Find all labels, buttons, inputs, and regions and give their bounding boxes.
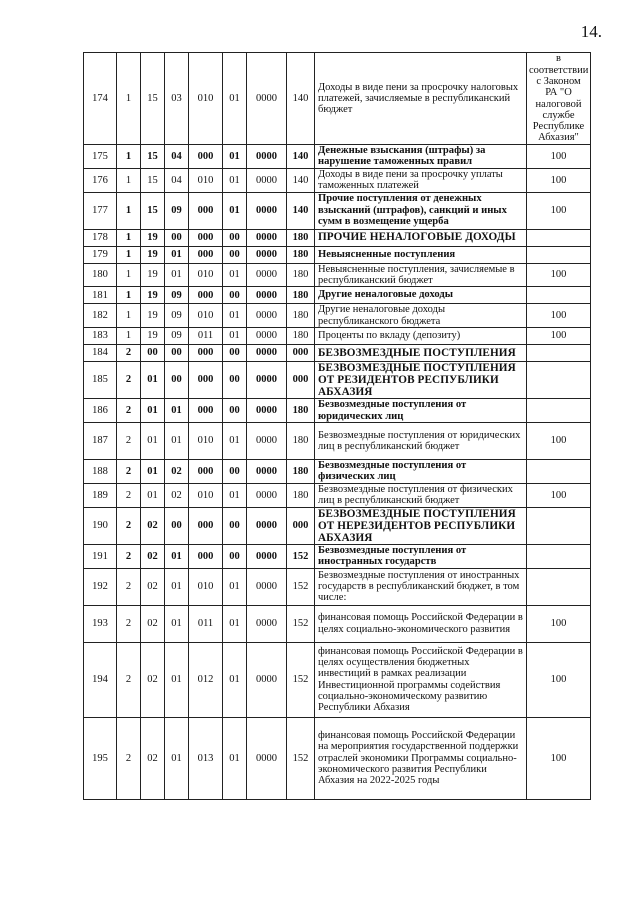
code-program: 0000 bbox=[247, 229, 287, 246]
table-row bbox=[84, 399, 591, 423]
code-element: 01 bbox=[223, 53, 247, 145]
code-group: 2 bbox=[117, 544, 141, 568]
code-economic: 180 bbox=[287, 327, 315, 344]
code-subgroup: 02 bbox=[141, 507, 165, 544]
table-row bbox=[84, 287, 591, 304]
row-number: 179 bbox=[84, 246, 117, 263]
code-subarticle: 010 bbox=[189, 53, 223, 145]
code-program: 0000 bbox=[247, 327, 287, 344]
row-amount bbox=[527, 344, 591, 361]
row-number: 178 bbox=[84, 229, 117, 246]
row-name: Доходы в виде пени за просрочку уплаты таможенных платежей bbox=[315, 168, 527, 192]
code-subarticle: 000 bbox=[189, 246, 223, 263]
code-subarticle: 000 bbox=[189, 544, 223, 568]
code-subarticle: 000 bbox=[189, 460, 223, 484]
code-group: 2 bbox=[117, 423, 141, 460]
table-row bbox=[84, 568, 591, 605]
page-number: 14. bbox=[580, 22, 602, 41]
code-article: 04 bbox=[165, 145, 189, 169]
table-row bbox=[84, 229, 591, 246]
code-program: 0000 bbox=[247, 145, 287, 169]
row-name: Невыясненные поступления bbox=[315, 246, 527, 263]
code-economic: 000 bbox=[287, 344, 315, 361]
table-row bbox=[84, 423, 591, 460]
code-element: 00 bbox=[223, 361, 247, 398]
table-row bbox=[84, 304, 591, 328]
code-economic: 180 bbox=[287, 287, 315, 304]
row-amount: 100 bbox=[527, 327, 591, 344]
code-economic: 180 bbox=[287, 460, 315, 484]
code-subarticle: 010 bbox=[189, 423, 223, 460]
code-article: 01 bbox=[165, 717, 189, 799]
code-economic: 180 bbox=[287, 304, 315, 328]
code-economic: 180 bbox=[287, 423, 315, 460]
row-number: 185 bbox=[84, 361, 117, 398]
code-subgroup: 19 bbox=[141, 287, 165, 304]
code-article: 01 bbox=[165, 544, 189, 568]
code-element: 00 bbox=[223, 399, 247, 423]
code-group: 1 bbox=[117, 327, 141, 344]
row-amount bbox=[527, 399, 591, 423]
code-economic: 152 bbox=[287, 717, 315, 799]
code-group: 1 bbox=[117, 168, 141, 192]
row-number: 174 bbox=[84, 53, 117, 145]
row-amount: 100 bbox=[527, 423, 591, 460]
code-program: 0000 bbox=[247, 246, 287, 263]
row-name: Невыясненные поступления, зачисляемые в республиканский бюджет bbox=[315, 263, 527, 287]
row-name: Безвозмездные поступления от иностранных государств bbox=[315, 544, 527, 568]
code-element: 00 bbox=[223, 229, 247, 246]
code-article: 09 bbox=[165, 327, 189, 344]
row-number: 182 bbox=[84, 304, 117, 328]
row-name: финансовая помощь Российской Федерации в целях социально-экономического развития bbox=[315, 605, 527, 642]
table-row bbox=[84, 642, 591, 717]
code-economic: 180 bbox=[287, 399, 315, 423]
code-article: 04 bbox=[165, 168, 189, 192]
table-row bbox=[84, 460, 591, 484]
code-subarticle: 010 bbox=[189, 483, 223, 507]
code-article: 02 bbox=[165, 460, 189, 484]
code-subgroup: 02 bbox=[141, 605, 165, 642]
code-program: 0000 bbox=[247, 53, 287, 145]
row-amount bbox=[527, 246, 591, 263]
row-number: 188 bbox=[84, 460, 117, 484]
table-row bbox=[84, 361, 591, 398]
row-number: 183 bbox=[84, 327, 117, 344]
row-amount: 100 bbox=[527, 642, 591, 717]
row-number: 191 bbox=[84, 544, 117, 568]
code-program: 0000 bbox=[247, 192, 287, 229]
code-group: 2 bbox=[117, 344, 141, 361]
code-economic: 180 bbox=[287, 229, 315, 246]
code-program: 0000 bbox=[247, 605, 287, 642]
code-article: 01 bbox=[165, 642, 189, 717]
code-group: 1 bbox=[117, 53, 141, 145]
code-economic: 140 bbox=[287, 53, 315, 145]
row-name: финансовая помощь Российской Федерации в целях осуществления бюджетных инвестиций в рамках реализации Инвестиционной программы содействия социально-экономическому развитию Республики Абхазия bbox=[315, 642, 527, 717]
table-row bbox=[84, 483, 591, 507]
row-amount: в соответствии с Законом РА "О налоговой службе Республике Абхазия" bbox=[527, 53, 591, 145]
table-row bbox=[84, 53, 591, 145]
code-article: 00 bbox=[165, 361, 189, 398]
code-article: 01 bbox=[165, 423, 189, 460]
row-name: Другие неналоговые доходы республиканского бюджета bbox=[315, 304, 527, 328]
code-subarticle: 011 bbox=[189, 605, 223, 642]
row-amount: 100 bbox=[527, 605, 591, 642]
code-element: 01 bbox=[223, 327, 247, 344]
row-amount bbox=[527, 568, 591, 605]
code-program: 0000 bbox=[247, 361, 287, 398]
code-subarticle: 013 bbox=[189, 717, 223, 799]
table-body bbox=[84, 53, 591, 800]
code-group: 2 bbox=[117, 507, 141, 544]
code-subarticle: 000 bbox=[189, 229, 223, 246]
code-program: 0000 bbox=[247, 287, 287, 304]
row-amount: 100 bbox=[527, 263, 591, 287]
code-program: 0000 bbox=[247, 717, 287, 799]
code-subgroup: 19 bbox=[141, 304, 165, 328]
code-article: 00 bbox=[165, 507, 189, 544]
code-article: 03 bbox=[165, 53, 189, 145]
code-economic: 152 bbox=[287, 605, 315, 642]
code-program: 0000 bbox=[247, 544, 287, 568]
row-amount: 100 bbox=[527, 192, 591, 229]
code-subarticle: 000 bbox=[189, 145, 223, 169]
code-article: 09 bbox=[165, 304, 189, 328]
code-economic: 140 bbox=[287, 145, 315, 169]
code-subarticle: 000 bbox=[189, 399, 223, 423]
code-subgroup: 00 bbox=[141, 344, 165, 361]
code-subgroup: 01 bbox=[141, 483, 165, 507]
table-row bbox=[84, 605, 591, 642]
budget-classification-table bbox=[83, 52, 591, 800]
code-group: 2 bbox=[117, 717, 141, 799]
code-subgroup: 01 bbox=[141, 423, 165, 460]
code-group: 1 bbox=[117, 192, 141, 229]
code-group: 2 bbox=[117, 399, 141, 423]
table-row bbox=[84, 344, 591, 361]
row-number: 180 bbox=[84, 263, 117, 287]
code-article: 01 bbox=[165, 605, 189, 642]
code-group: 2 bbox=[117, 460, 141, 484]
code-article: 00 bbox=[165, 344, 189, 361]
row-amount bbox=[527, 287, 591, 304]
code-element: 01 bbox=[223, 168, 247, 192]
row-number: 181 bbox=[84, 287, 117, 304]
code-program: 0000 bbox=[247, 168, 287, 192]
code-subarticle: 000 bbox=[189, 344, 223, 361]
code-program: 0000 bbox=[247, 304, 287, 328]
code-economic: 000 bbox=[287, 361, 315, 398]
code-article: 01 bbox=[165, 246, 189, 263]
row-name: Проценты по вкладу (депозиту) bbox=[315, 327, 527, 344]
row-number: 195 bbox=[84, 717, 117, 799]
code-element: 01 bbox=[223, 263, 247, 287]
table-row bbox=[84, 327, 591, 344]
row-amount: 100 bbox=[527, 483, 591, 507]
row-name: ПРОЧИЕ НЕНАЛОГОВЫЕ ДОХОДЫ bbox=[315, 229, 527, 246]
row-name: БЕЗВОЗМЕЗДНЫЕ ПОСТУПЛЕНИЯ bbox=[315, 344, 527, 361]
code-subgroup: 15 bbox=[141, 145, 165, 169]
code-economic: 152 bbox=[287, 642, 315, 717]
code-article: 09 bbox=[165, 192, 189, 229]
table-row bbox=[84, 168, 591, 192]
code-subgroup: 19 bbox=[141, 327, 165, 344]
code-subgroup: 15 bbox=[141, 192, 165, 229]
row-number: 175 bbox=[84, 145, 117, 169]
code-subgroup: 15 bbox=[141, 168, 165, 192]
code-economic: 000 bbox=[287, 507, 315, 544]
code-group: 1 bbox=[117, 246, 141, 263]
code-group: 1 bbox=[117, 287, 141, 304]
code-subgroup: 19 bbox=[141, 229, 165, 246]
code-element: 01 bbox=[223, 568, 247, 605]
row-name: БЕЗВОЗМЕЗДНЫЕ ПОСТУПЛЕНИЯ ОТ НЕРЕЗИДЕНТОВ РЕСПУБЛИКИ АБХАЗИЯ bbox=[315, 507, 527, 544]
code-economic: 140 bbox=[287, 192, 315, 229]
row-number: 193 bbox=[84, 605, 117, 642]
code-subgroup: 01 bbox=[141, 460, 165, 484]
row-name: Безвозмездные поступления от иностранных государств в республиканский бюджет, в том числе: bbox=[315, 568, 527, 605]
code-element: 00 bbox=[223, 544, 247, 568]
code-group: 2 bbox=[117, 642, 141, 717]
row-name: Безвозмездные поступления от физических лиц в республиканский бюджет bbox=[315, 483, 527, 507]
code-element: 00 bbox=[223, 344, 247, 361]
row-number: 187 bbox=[84, 423, 117, 460]
table-row bbox=[84, 717, 591, 799]
code-group: 1 bbox=[117, 304, 141, 328]
code-element: 01 bbox=[223, 304, 247, 328]
code-economic: 152 bbox=[287, 544, 315, 568]
row-amount: 100 bbox=[527, 168, 591, 192]
code-element: 01 bbox=[223, 642, 247, 717]
row-number: 192 bbox=[84, 568, 117, 605]
row-amount bbox=[527, 229, 591, 246]
row-amount bbox=[527, 544, 591, 568]
row-number: 194 bbox=[84, 642, 117, 717]
code-subarticle: 010 bbox=[189, 304, 223, 328]
row-name: Доходы в виде пени за просрочку налоговых платежей, зачисляемые в республиканский бюджет bbox=[315, 53, 527, 145]
code-subarticle: 000 bbox=[189, 361, 223, 398]
code-element: 00 bbox=[223, 460, 247, 484]
code-economic: 152 bbox=[287, 568, 315, 605]
row-number: 189 bbox=[84, 483, 117, 507]
code-subgroup: 02 bbox=[141, 568, 165, 605]
code-subarticle: 010 bbox=[189, 168, 223, 192]
code-group: 1 bbox=[117, 263, 141, 287]
row-name: Другие неналоговые доходы bbox=[315, 287, 527, 304]
row-number: 186 bbox=[84, 399, 117, 423]
table-row bbox=[84, 246, 591, 263]
table-row bbox=[84, 507, 591, 544]
code-economic: 140 bbox=[287, 168, 315, 192]
code-article: 09 bbox=[165, 287, 189, 304]
code-subarticle: 012 bbox=[189, 642, 223, 717]
code-group: 1 bbox=[117, 229, 141, 246]
code-subgroup: 01 bbox=[141, 399, 165, 423]
code-group: 2 bbox=[117, 361, 141, 398]
code-economic: 180 bbox=[287, 263, 315, 287]
row-amount: 100 bbox=[527, 304, 591, 328]
code-group: 2 bbox=[117, 483, 141, 507]
code-element: 01 bbox=[223, 717, 247, 799]
code-element: 01 bbox=[223, 145, 247, 169]
code-element: 01 bbox=[223, 192, 247, 229]
code-group: 1 bbox=[117, 145, 141, 169]
code-group: 2 bbox=[117, 605, 141, 642]
code-economic: 180 bbox=[287, 483, 315, 507]
code-program: 0000 bbox=[247, 423, 287, 460]
code-element: 00 bbox=[223, 507, 247, 544]
row-name: Денежные взыскания (штрафы) за нарушение таможенных правил bbox=[315, 145, 527, 169]
code-element: 00 bbox=[223, 246, 247, 263]
row-number: 176 bbox=[84, 168, 117, 192]
row-name: Безвозмездные поступления от юридических лиц в республиканский бюджет bbox=[315, 423, 527, 460]
code-economic: 180 bbox=[287, 246, 315, 263]
code-subarticle: 000 bbox=[189, 507, 223, 544]
code-program: 0000 bbox=[247, 399, 287, 423]
row-name: Безвозмездные поступления от физических лиц bbox=[315, 460, 527, 484]
row-name: финансовая помощь Российской Федерации на мероприятия государственной поддержки отраслей экономики Программы социально-экономического развития Республики Абхазия на 2022-2025 годы bbox=[315, 717, 527, 799]
code-subarticle: 010 bbox=[189, 263, 223, 287]
code-subgroup: 15 bbox=[141, 53, 165, 145]
table-row bbox=[84, 544, 591, 568]
code-program: 0000 bbox=[247, 507, 287, 544]
code-article: 01 bbox=[165, 263, 189, 287]
row-amount bbox=[527, 507, 591, 544]
table-row bbox=[84, 145, 591, 169]
row-amount: 100 bbox=[527, 145, 591, 169]
row-amount: 100 bbox=[527, 717, 591, 799]
code-article: 01 bbox=[165, 568, 189, 605]
row-name: Прочие поступления от денежных взысканий (штрафов), санкций и иных сумм в возмещение ущерба bbox=[315, 192, 527, 229]
row-name: Безвозмездные поступления от юридических лиц bbox=[315, 399, 527, 423]
code-subgroup: 02 bbox=[141, 544, 165, 568]
code-subgroup: 02 bbox=[141, 717, 165, 799]
table-row bbox=[84, 192, 591, 229]
code-subgroup: 02 bbox=[141, 642, 165, 717]
code-article: 02 bbox=[165, 483, 189, 507]
code-subarticle: 011 bbox=[189, 327, 223, 344]
code-element: 01 bbox=[223, 483, 247, 507]
code-article: 00 bbox=[165, 229, 189, 246]
row-number: 184 bbox=[84, 344, 117, 361]
code-subarticle: 000 bbox=[189, 287, 223, 304]
code-program: 0000 bbox=[247, 344, 287, 361]
row-amount bbox=[527, 361, 591, 398]
row-number: 190 bbox=[84, 507, 117, 544]
row-number: 177 bbox=[84, 192, 117, 229]
code-element: 01 bbox=[223, 605, 247, 642]
code-element: 01 bbox=[223, 423, 247, 460]
code-element: 00 bbox=[223, 287, 247, 304]
code-subarticle: 000 bbox=[189, 192, 223, 229]
code-program: 0000 bbox=[247, 642, 287, 717]
code-subgroup: 01 bbox=[141, 361, 165, 398]
code-subarticle: 010 bbox=[189, 568, 223, 605]
code-subgroup: 19 bbox=[141, 263, 165, 287]
code-article: 01 bbox=[165, 399, 189, 423]
code-group: 2 bbox=[117, 568, 141, 605]
row-name: БЕЗВОЗМЕЗДНЫЕ ПОСТУПЛЕНИЯ ОТ РЕЗИДЕНТОВ РЕСПУБЛИКИ АБХАЗИЯ bbox=[315, 361, 527, 398]
code-subgroup: 19 bbox=[141, 246, 165, 263]
code-program: 0000 bbox=[247, 483, 287, 507]
table-row bbox=[84, 263, 591, 287]
code-program: 0000 bbox=[247, 460, 287, 484]
row-amount bbox=[527, 460, 591, 484]
code-program: 0000 bbox=[247, 568, 287, 605]
code-program: 0000 bbox=[247, 263, 287, 287]
